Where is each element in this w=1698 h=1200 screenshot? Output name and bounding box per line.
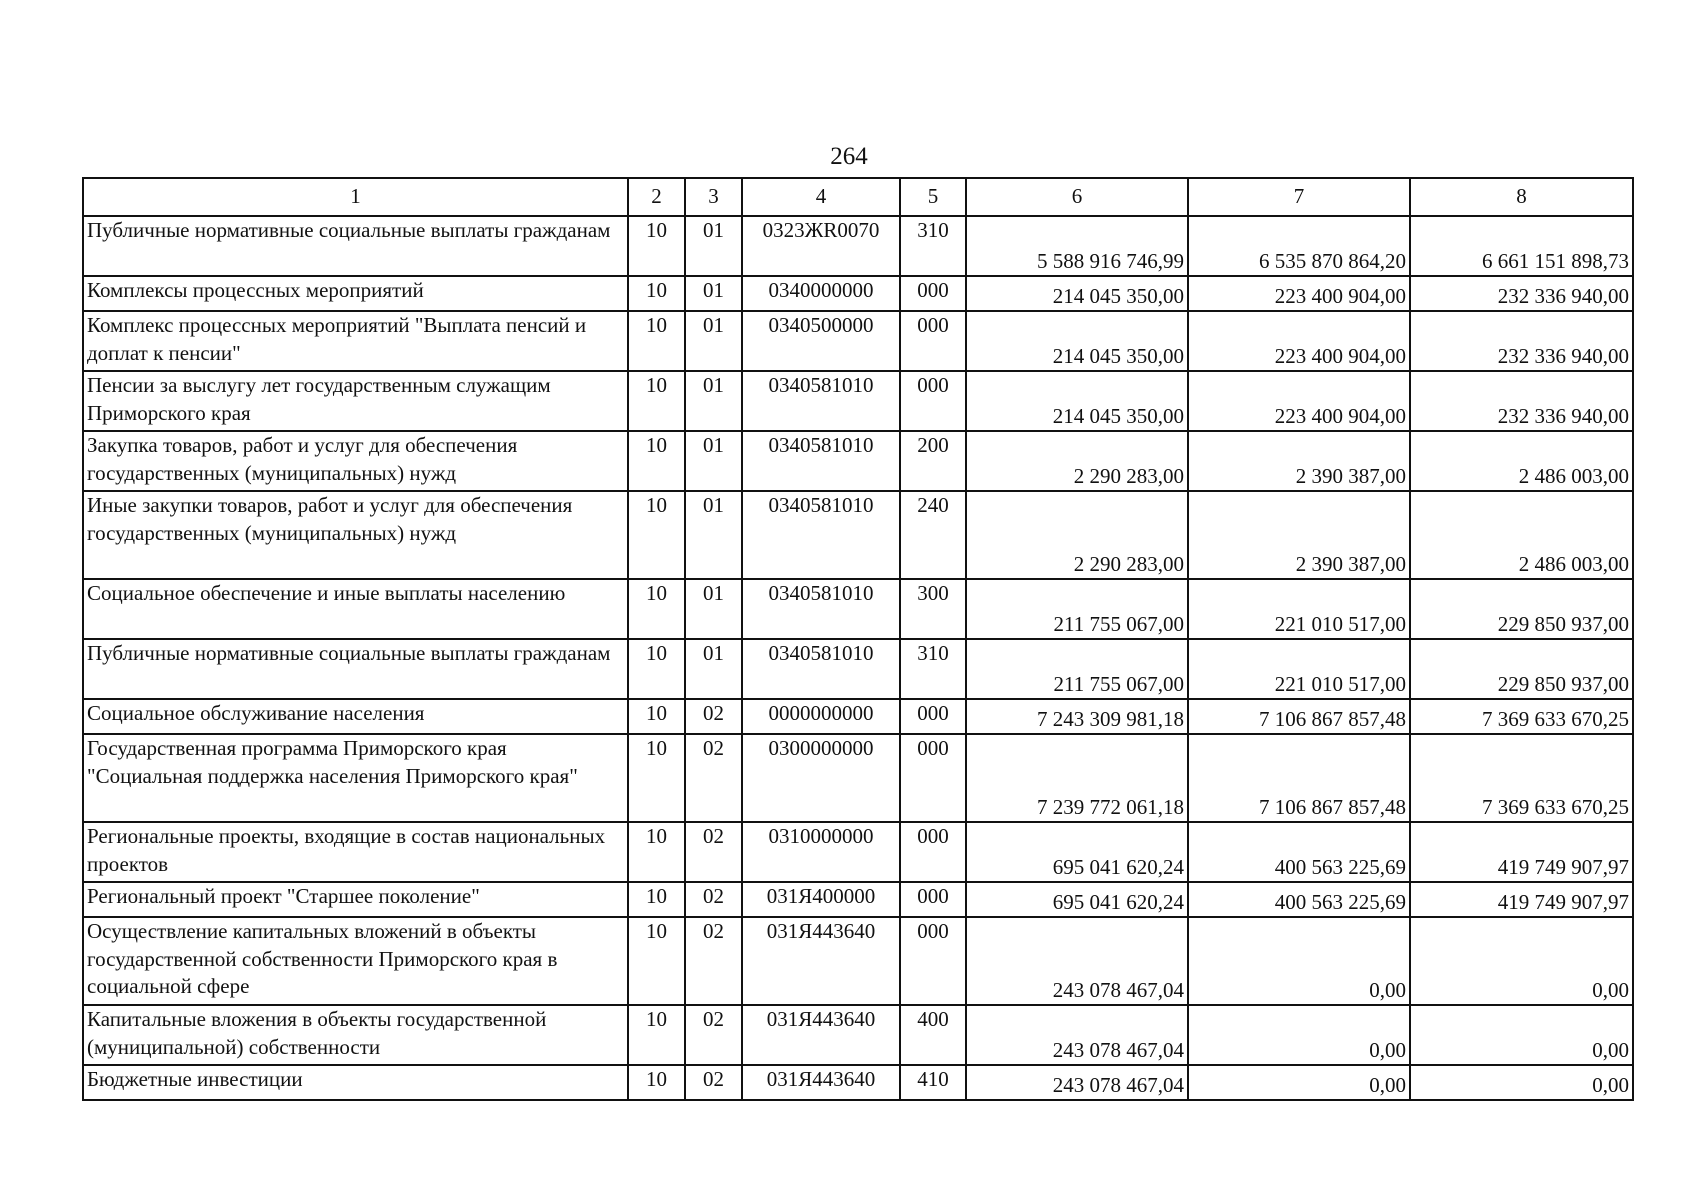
table-row <box>83 699 1633 734</box>
expense-type-cell: 300 <box>900 579 966 639</box>
row-name-cell: Публичные нормативные социальные выплаты гражданам <box>83 639 628 699</box>
amount-col8-cell: 0,00 <box>1410 1065 1633 1100</box>
table-row <box>83 216 1633 276</box>
amount-col6-cell: 243 078 467,04 <box>966 1065 1188 1100</box>
target-article-cell: 0300000000 <box>742 734 900 822</box>
amount-col7-cell: 0,00 <box>1188 1065 1410 1100</box>
expense-type-cell: 410 <box>900 1065 966 1100</box>
subsection-code-cell: 01 <box>685 579 742 639</box>
amount-col7-cell: 400 563 225,69 <box>1188 822 1410 882</box>
target-article-cell: 0340000000 <box>742 276 900 311</box>
row-name-cell: Комплекс процессных мероприятий "Выплата пенсий и доплат к пенсии" <box>83 311 628 371</box>
expense-type-cell: 000 <box>900 311 966 371</box>
header-row <box>83 178 1633 216</box>
target-article-cell: 0000000000 <box>742 699 900 734</box>
subsection-code-cell: 02 <box>685 917 742 1005</box>
target-article-cell: 0340500000 <box>742 311 900 371</box>
section-code-cell: 10 <box>628 431 685 491</box>
section-code-cell: 10 <box>628 579 685 639</box>
table-row <box>83 311 1633 371</box>
amount-col6-cell: 214 045 350,00 <box>966 371 1188 431</box>
section-code-cell: 10 <box>628 882 685 917</box>
amount-col7-cell: 0,00 <box>1188 1005 1410 1065</box>
expense-type-cell: 000 <box>900 917 966 1005</box>
amount-col6-cell: 695 041 620,24 <box>966 822 1188 882</box>
amount-col6-cell: 2 290 283,00 <box>966 491 1188 579</box>
target-article-cell: 031Я443640 <box>742 1005 900 1065</box>
amount-col7-cell: 221 010 517,00 <box>1188 579 1410 639</box>
expense-type-cell: 240 <box>900 491 966 579</box>
table-row <box>83 882 1633 917</box>
expense-type-cell: 310 <box>900 639 966 699</box>
subsection-code-cell: 01 <box>685 371 742 431</box>
subsection-code-cell: 02 <box>685 1065 742 1100</box>
amount-col7-cell: 223 400 904,00 <box>1188 276 1410 311</box>
subsection-code-cell: 01 <box>685 216 742 276</box>
amount-col8-cell: 2 486 003,00 <box>1410 431 1633 491</box>
row-name-cell: Государственная программа Приморского края "Социальная поддержка населения Приморского края" <box>83 734 628 822</box>
amount-col8-cell: 229 850 937,00 <box>1410 579 1633 639</box>
table-row <box>83 371 1633 431</box>
subsection-code-cell: 01 <box>685 431 742 491</box>
row-name-cell: Региональные проекты, входящие в состав национальных проектов <box>83 822 628 882</box>
target-article-cell: 0340581010 <box>742 579 900 639</box>
amount-col7-cell: 6 535 870 864,20 <box>1188 216 1410 276</box>
budget-table <box>82 177 1634 1101</box>
table-row <box>83 1005 1633 1065</box>
row-name-cell: Осуществление капитальных вложений в объекты государственной собственности Приморского края в социальной сфере <box>83 917 628 1005</box>
row-name-cell: Бюджетные инвестиции <box>83 1065 628 1100</box>
amount-col8-cell: 7 369 633 670,25 <box>1410 699 1633 734</box>
expense-type-cell: 400 <box>900 1005 966 1065</box>
amount-col6-cell: 214 045 350,00 <box>966 276 1188 311</box>
amount-col7-cell: 400 563 225,69 <box>1188 882 1410 917</box>
expense-type-cell: 000 <box>900 882 966 917</box>
page-number: 264 <box>830 143 868 170</box>
table-row <box>83 639 1633 699</box>
amount-col7-cell: 223 400 904,00 <box>1188 371 1410 431</box>
subsection-code-cell: 02 <box>685 822 742 882</box>
table-row <box>83 917 1633 1005</box>
expense-type-cell: 000 <box>900 371 966 431</box>
amount-col8-cell: 0,00 <box>1410 1005 1633 1065</box>
expense-type-cell: 000 <box>900 276 966 311</box>
amount-col8-cell: 419 749 907,97 <box>1410 882 1633 917</box>
amount-col8-cell: 232 336 940,00 <box>1410 371 1633 431</box>
section-code-cell: 10 <box>628 491 685 579</box>
amount-col6-cell: 5 588 916 746,99 <box>966 216 1188 276</box>
amount-col7-cell: 221 010 517,00 <box>1188 639 1410 699</box>
row-name-cell: Комплексы процессных мероприятий <box>83 276 628 311</box>
section-code-cell: 10 <box>628 699 685 734</box>
amount-col7-cell: 7 106 867 857,48 <box>1188 734 1410 822</box>
header-cell: 3 <box>685 178 742 216</box>
amount-col8-cell: 232 336 940,00 <box>1410 276 1633 311</box>
target-article-cell: 031Я443640 <box>742 917 900 1005</box>
header-cell: 5 <box>900 178 966 216</box>
row-name-cell: Региональный проект "Старшее поколение" <box>83 882 628 917</box>
section-code-cell: 10 <box>628 917 685 1005</box>
target-article-cell: 031Я443640 <box>742 1065 900 1100</box>
table-row <box>83 822 1633 882</box>
target-article-cell: 0340581010 <box>742 431 900 491</box>
amount-col8-cell: 7 369 633 670,25 <box>1410 734 1633 822</box>
section-code-cell: 10 <box>628 276 685 311</box>
header-cell: 8 <box>1410 178 1633 216</box>
section-code-cell: 10 <box>628 1005 685 1065</box>
table-row <box>83 431 1633 491</box>
header-cell: 4 <box>742 178 900 216</box>
row-name-cell: Социальное обеспечение и иные выплаты населению <box>83 579 628 639</box>
amount-col8-cell: 6 661 151 898,73 <box>1410 216 1633 276</box>
section-code-cell: 10 <box>628 1065 685 1100</box>
section-code-cell: 10 <box>628 216 685 276</box>
row-name-cell: Пенсии за выслугу лет государственным служащим Приморского края <box>83 371 628 431</box>
section-code-cell: 10 <box>628 371 685 431</box>
subsection-code-cell: 02 <box>685 882 742 917</box>
table-row <box>83 1065 1633 1100</box>
expense-type-cell: 310 <box>900 216 966 276</box>
section-code-cell: 10 <box>628 734 685 822</box>
amount-col7-cell: 0,00 <box>1188 917 1410 1005</box>
header-cell: 2 <box>628 178 685 216</box>
table-row <box>83 276 1633 311</box>
amount-col7-cell: 2 390 387,00 <box>1188 491 1410 579</box>
target-article-cell: 031Я400000 <box>742 882 900 917</box>
header-cell: 7 <box>1188 178 1410 216</box>
amount-col6-cell: 211 755 067,00 <box>966 639 1188 699</box>
subsection-code-cell: 01 <box>685 311 742 371</box>
row-name-cell: Закупка товаров, работ и услуг для обеспечения государственных (муниципальных) нужд <box>83 431 628 491</box>
row-name-cell: Социальное обслуживание населения <box>83 699 628 734</box>
amount-col8-cell: 419 749 907,97 <box>1410 822 1633 882</box>
target-article-cell: 0340581010 <box>742 639 900 699</box>
target-article-cell: 0340581010 <box>742 371 900 431</box>
amount-col6-cell: 243 078 467,04 <box>966 1005 1188 1065</box>
table-row <box>83 491 1633 579</box>
header-cell: 1 <box>83 178 628 216</box>
expense-type-cell: 000 <box>900 822 966 882</box>
table-row <box>83 734 1633 822</box>
amount-col6-cell: 2 290 283,00 <box>966 431 1188 491</box>
table-body <box>83 216 1633 1100</box>
amount-col6-cell: 7 243 309 981,18 <box>966 699 1188 734</box>
expense-type-cell: 000 <box>900 734 966 822</box>
target-article-cell: 0310000000 <box>742 822 900 882</box>
target-article-cell: 0340581010 <box>742 491 900 579</box>
amount-col6-cell: 695 041 620,24 <box>966 882 1188 917</box>
amount-col6-cell: 243 078 467,04 <box>966 917 1188 1005</box>
table-row <box>83 579 1633 639</box>
section-code-cell: 10 <box>628 639 685 699</box>
subsection-code-cell: 02 <box>685 1005 742 1065</box>
amount-col6-cell: 7 239 772 061,18 <box>966 734 1188 822</box>
header-cell: 6 <box>966 178 1188 216</box>
row-name-cell: Публичные нормативные социальные выплаты гражданам <box>83 216 628 276</box>
amount-col6-cell: 214 045 350,00 <box>966 311 1188 371</box>
amount-col7-cell: 7 106 867 857,48 <box>1188 699 1410 734</box>
amount-col8-cell: 232 336 940,00 <box>1410 311 1633 371</box>
amount-col8-cell: 0,00 <box>1410 917 1633 1005</box>
expense-type-cell: 200 <box>900 431 966 491</box>
section-code-cell: 10 <box>628 822 685 882</box>
row-name-cell: Капитальные вложения в объекты государственной (муниципальной) собственности <box>83 1005 628 1065</box>
amount-col7-cell: 223 400 904,00 <box>1188 311 1410 371</box>
section-code-cell: 10 <box>628 311 685 371</box>
subsection-code-cell: 01 <box>685 491 742 579</box>
subsection-code-cell: 02 <box>685 699 742 734</box>
target-article-cell: 0323ЖR0070 <box>742 216 900 276</box>
amount-col6-cell: 211 755 067,00 <box>966 579 1188 639</box>
table-header <box>83 178 1633 216</box>
row-name-cell: Иные закупки товаров, работ и услуг для обеспечения государственных (муниципальных) нужд <box>83 491 628 579</box>
expense-type-cell: 000 <box>900 699 966 734</box>
amount-col8-cell: 2 486 003,00 <box>1410 491 1633 579</box>
subsection-code-cell: 01 <box>685 639 742 699</box>
subsection-code-cell: 01 <box>685 276 742 311</box>
amount-col7-cell: 2 390 387,00 <box>1188 431 1410 491</box>
amount-col8-cell: 229 850 937,00 <box>1410 639 1633 699</box>
subsection-code-cell: 02 <box>685 734 742 822</box>
